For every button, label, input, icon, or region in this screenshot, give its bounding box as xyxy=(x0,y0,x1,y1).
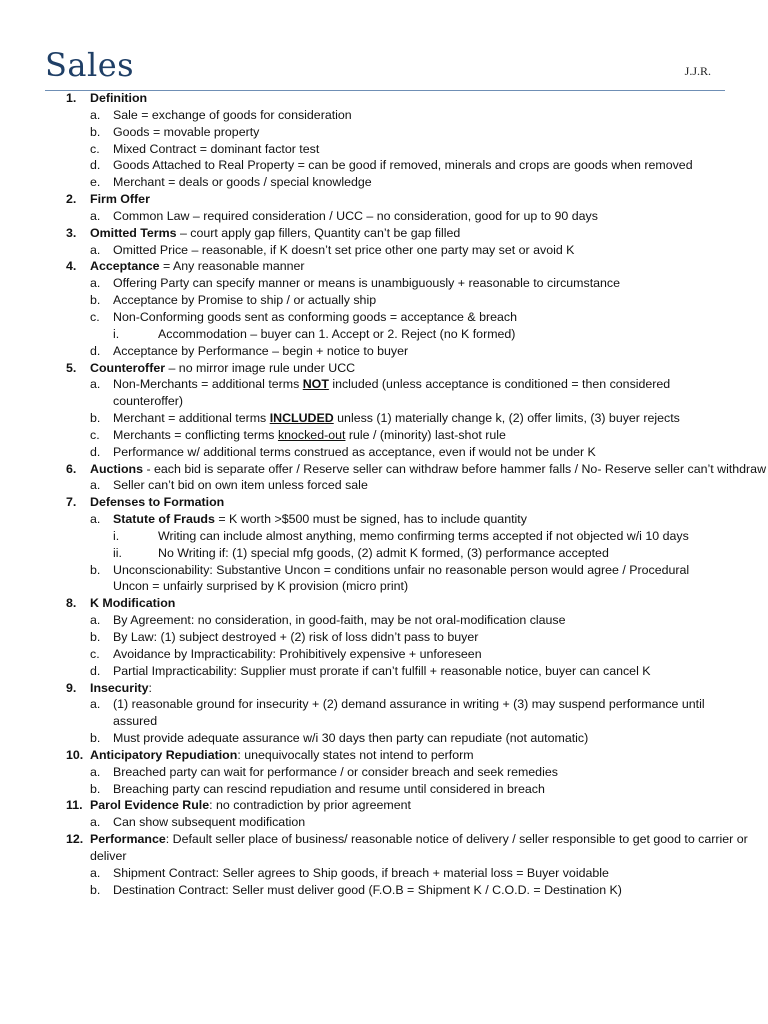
outline-item-level-2 xyxy=(0,141,768,158)
item-text: Unconscionability: Substantive Uncon = conditions unfair no reasonable person would agree / Procedural Uncon = unfairly surprised by K provision (micro print) xyxy=(113,562,690,594)
item-number: 4. xyxy=(66,259,77,274)
document-title: Sales xyxy=(45,46,135,84)
outline-item-level-2 xyxy=(0,107,768,124)
item-number: a. xyxy=(90,208,101,223)
outline-item-level-2 xyxy=(0,646,768,663)
outline-item-level-2 xyxy=(0,208,768,225)
item-number: 5. xyxy=(66,360,77,375)
item-number: b. xyxy=(90,781,101,796)
item-text: Acceptance by Performance – begin + notice to buyer xyxy=(113,343,409,358)
item-number: d. xyxy=(90,343,101,358)
item-number: a. xyxy=(90,512,101,527)
outline-item-level-2 xyxy=(0,764,768,781)
outline-item-level-1 xyxy=(0,191,768,208)
item-text: included (unless acceptance is conditioned = then considered counteroffer) xyxy=(113,377,671,409)
item-text: Avoidance by Impracticability: Prohibitively expensive + unforeseen xyxy=(113,646,482,661)
item-text: Can show subsequent modification xyxy=(113,815,306,830)
item-text: Performance xyxy=(90,832,166,847)
outline-item-level-3 xyxy=(0,528,768,545)
item-text: Firm Offer xyxy=(90,192,150,207)
outline-item-level-2 xyxy=(0,410,768,427)
item-text: Anticipatory Repudiation xyxy=(90,747,238,762)
outline-item-level-2 xyxy=(0,124,768,141)
item-number: 11. xyxy=(66,798,83,813)
item-number: d. xyxy=(90,158,101,173)
item-text: Parol Evidence Rule xyxy=(90,798,210,813)
item-text: Auctions xyxy=(90,461,144,476)
item-text: (1) reasonable ground for insecurity + (2) demand assurance in writing + (3) may suspend performance until assured xyxy=(113,697,705,729)
outline-item-level-2 xyxy=(0,865,768,882)
outline-item-level-2 xyxy=(0,275,768,292)
item-number: c. xyxy=(90,427,100,442)
item-text: Breaching party can rescind repudiation and resume until considered in breach xyxy=(113,781,545,796)
outline-item-level-1 xyxy=(0,360,768,377)
item-number: ii. xyxy=(113,545,122,560)
outline-item-level-2 xyxy=(0,696,768,730)
item-text: Mixed Contract = dominant factor test xyxy=(113,141,320,156)
item-text: Partial Impracticability: Supplier must prorate if can’t fulfill + reasonable notice, buyer can cancel K xyxy=(113,663,651,678)
item-number: 12. xyxy=(66,832,84,847)
item-text: By Law: (1) subject destroyed + (2) risk of loss didn’t pass to buyer xyxy=(113,630,479,644)
outline-item-level-3 xyxy=(0,545,768,562)
item-number: 9. xyxy=(66,680,77,695)
outline-item-level-2 xyxy=(0,882,768,899)
item-text: – no mirror image rule under UCC xyxy=(165,360,356,375)
item-text: Defenses to Formation xyxy=(90,495,225,510)
item-text: Merchant = additional terms xyxy=(113,411,270,426)
outline-item-level-1 xyxy=(0,225,768,242)
item-text: unless (1) materially change k, (2) offer limits, (3) buyer rejects xyxy=(333,411,680,426)
item-number: 2. xyxy=(66,192,77,207)
item-number: 8. xyxy=(66,596,77,611)
item-text: – court apply gap fillers, Quantity can’t be gap filled xyxy=(176,225,461,240)
item-number: b. xyxy=(90,411,101,426)
item-number: a. xyxy=(90,865,101,880)
outline-item-level-2 xyxy=(0,629,768,646)
item-number: b. xyxy=(90,293,101,308)
item-number: a. xyxy=(90,478,101,493)
item-number: b. xyxy=(90,630,101,644)
item-text: Non-Conforming goods sent as conforming goods = acceptance & breach xyxy=(113,309,517,324)
item-text: : xyxy=(148,680,152,695)
item-text: Accommodation – buyer can 1. Accept or 2. Reject (no K formed) xyxy=(158,326,516,341)
outline-item-level-2 xyxy=(0,427,768,444)
item-text: Merchant = deals or goods / special knowledge xyxy=(113,175,372,190)
outline-item-level-2 xyxy=(0,663,768,680)
item-number: a. xyxy=(90,764,101,779)
outline-item-level-2 xyxy=(0,376,768,410)
item-text: INCLUDED xyxy=(269,411,334,426)
outline-item-level-1 xyxy=(0,680,768,697)
item-number: a. xyxy=(90,613,101,628)
item-text: Destination Contract: Seller must deliver good (F.O.B = Shipment K / C.O.D. = Destination K) xyxy=(113,882,622,897)
item-text: - each bid is separate offer / Reserve seller can withdraw before hammer falls / No- Reserve seller can’t withdraw xyxy=(143,461,767,476)
item-number: 7. xyxy=(66,495,77,510)
item-number: b. xyxy=(90,731,101,746)
outline-item-level-1 xyxy=(0,461,768,478)
outline-item-level-2 xyxy=(0,562,768,596)
outline-item-level-2 xyxy=(0,781,768,798)
outline-item-level-2 xyxy=(0,511,768,528)
author-initials: J.J.R. xyxy=(684,64,711,78)
item-text: Merchants = conflicting terms xyxy=(113,427,278,442)
item-text: Must provide adequate assurance w/i 30 days then party can repudiate (not automatic) xyxy=(113,731,589,746)
item-number: a. xyxy=(90,107,101,122)
outline-item-level-1 xyxy=(0,797,768,814)
item-text: Insecurity xyxy=(90,680,149,695)
outline-item-level-1 xyxy=(0,90,768,107)
item-number: b. xyxy=(90,124,101,139)
item-number: a. xyxy=(90,815,101,830)
item-number: i. xyxy=(113,528,120,543)
item-number: 10. xyxy=(66,747,84,762)
item-number: a. xyxy=(90,697,101,712)
item-text: Omitted Price – reasonable, if K doesn’t set price other one party may set or avoid K xyxy=(113,242,575,257)
outline-item-level-2 xyxy=(0,157,768,174)
item-number: c. xyxy=(90,309,100,324)
outline-item-level-2 xyxy=(0,242,768,259)
outline-item-level-2 xyxy=(0,343,768,360)
item-text: Writing can include almost anything, memo confirming terms accepted if not objected w/i 10 days xyxy=(158,528,689,543)
item-text: Goods = movable property xyxy=(113,124,260,139)
outline-item-level-1 xyxy=(0,258,768,275)
item-text: knocked-out xyxy=(277,427,346,442)
item-text: No Writing if: (1) special mfg goods, (2) admit K formed, (3) performance accepted xyxy=(158,545,609,560)
item-text: Breached party can wait for performance / or consider breach and seek remedies xyxy=(113,764,558,779)
item-number: b. xyxy=(90,562,101,577)
item-text: : unequivocally states not intend to perform xyxy=(237,747,474,762)
item-text: By Agreement: no consideration, in good-faith, may be not oral-modification clause xyxy=(113,613,566,628)
item-text: Performance w/ additional terms construed as acceptance, even if would not be under K xyxy=(113,444,596,459)
outline-item-level-1 xyxy=(0,595,768,612)
outline-item-level-2 xyxy=(0,814,768,831)
item-text: K Modification xyxy=(90,596,176,611)
outline-item-level-2 xyxy=(0,477,768,494)
item-number: 6. xyxy=(66,461,77,476)
item-number: a. xyxy=(90,242,101,257)
item-text: = Any reasonable manner xyxy=(159,259,305,274)
item-text: Definition xyxy=(90,91,148,105)
item-number: c. xyxy=(90,646,100,661)
item-text: Acceptance xyxy=(90,259,160,274)
outline-item-level-2 xyxy=(0,730,768,747)
item-text: Common Law – required consideration / UCC – no consideration, good for up to 90 days xyxy=(113,208,598,223)
item-text: Acceptance by Promise to ship / or actually ship xyxy=(113,293,377,308)
outline-item-level-1 xyxy=(0,494,768,511)
item-text: rule / (minority) last-shot rule xyxy=(345,427,506,442)
outline-list xyxy=(0,90,768,899)
item-text: Counteroffer xyxy=(90,360,166,375)
outline-item-level-2 xyxy=(0,612,768,629)
item-text: : Default seller place of business/ reasonable notice of delivery / seller responsible to get good to carrier or deliver xyxy=(90,832,748,863)
outline-item-level-3 xyxy=(0,326,768,343)
outline-item-level-2 xyxy=(0,174,768,191)
outline-item-level-2 xyxy=(0,444,768,461)
item-text: : no contradiction by prior agreement xyxy=(209,798,411,813)
item-text: Omitted Terms xyxy=(90,225,177,240)
item-number: a. xyxy=(90,377,101,392)
outline-item-level-1 xyxy=(0,831,768,865)
item-number: d. xyxy=(90,444,101,459)
item-number: c. xyxy=(90,141,100,156)
outline-item-level-2 xyxy=(0,292,768,309)
item-number: d. xyxy=(90,663,101,678)
item-number: 3. xyxy=(66,225,77,240)
item-text: Non-Merchants = additional terms xyxy=(113,377,303,392)
item-number: e. xyxy=(90,175,101,190)
item-text: Sale = exchange of goods for consideration xyxy=(113,107,352,122)
outline-item-level-1 xyxy=(0,747,768,764)
item-text: NOT xyxy=(302,377,329,392)
item-text: Shipment Contract: Seller agrees to Ship goods, if breach + material loss = Buyer voidable xyxy=(113,865,609,880)
item-text: Seller can’t bid on own item unless forced sale xyxy=(113,478,368,493)
item-text: Goods Attached to Real Property = can be good if removed, minerals and crops are goods when removed xyxy=(113,158,693,173)
item-text: Offering Party can specify manner or means is unambiguously + reasonable to circumstance xyxy=(113,276,621,291)
item-number: 1. xyxy=(66,91,77,105)
document-header xyxy=(45,40,725,91)
outline-item-level-2 xyxy=(0,309,768,326)
item-number: i. xyxy=(113,326,120,341)
item-text: = K worth >$500 must be signed, has to include quantity xyxy=(214,512,527,527)
item-number: a. xyxy=(90,276,101,291)
item-number: b. xyxy=(90,882,101,897)
item-text: Statute of Frauds xyxy=(113,512,215,527)
